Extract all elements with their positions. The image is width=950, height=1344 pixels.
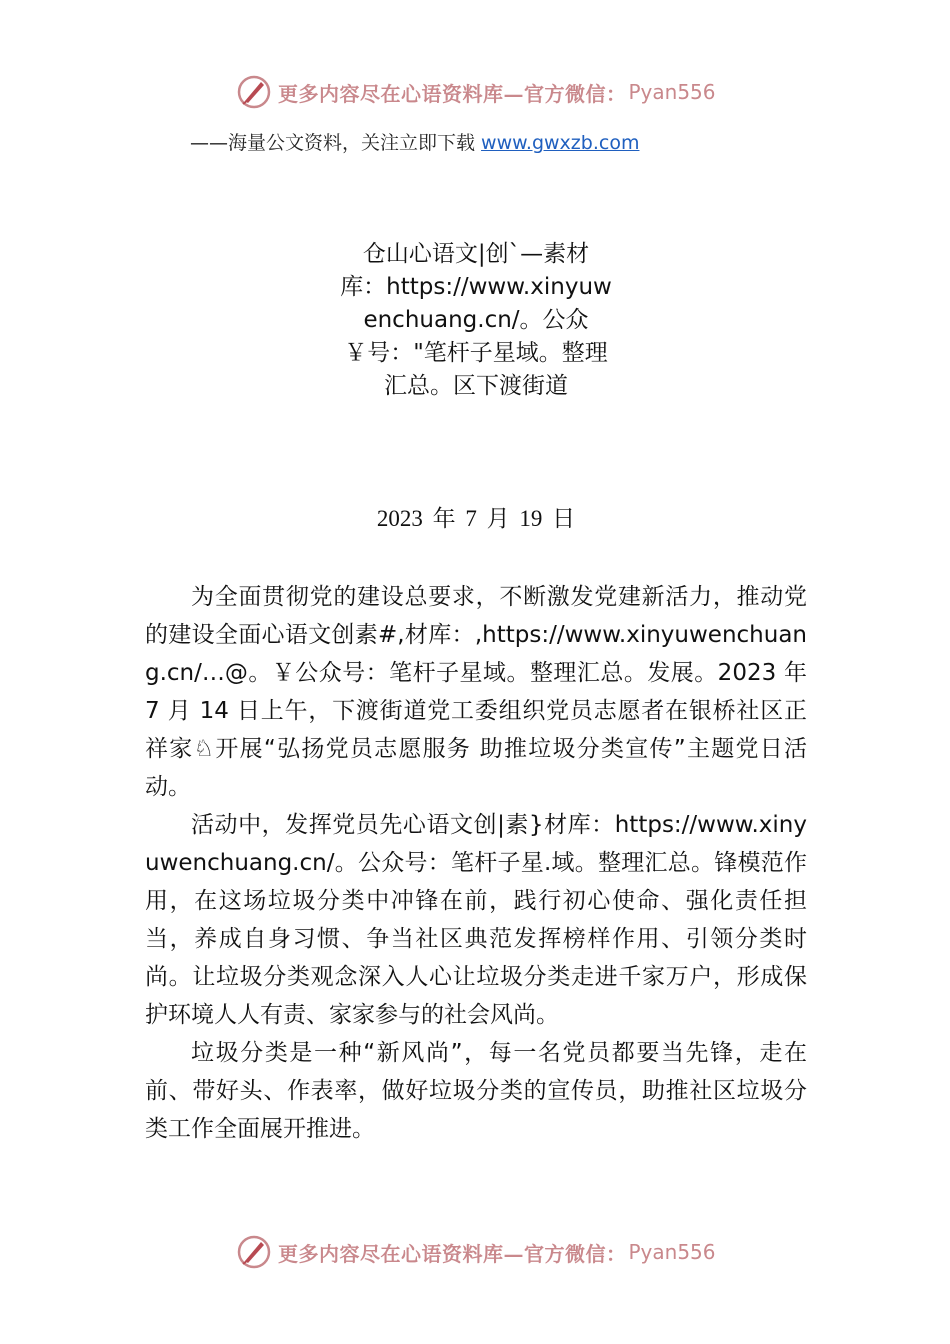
subline-text: ——海量公文资料，关注立即下载	[190, 132, 482, 154]
download-link[interactable]: www.gwxzb.com	[481, 132, 640, 154]
document-title: 仓山心语文|创`—素材库：https://www.xinyuwenchuang.cn/。公众￥号："笔杆子星域。整理汇总。区下渡街道	[340, 241, 612, 399]
banner-wechat-id: Pyan556	[628, 80, 716, 104]
banner-wechat-id: Pyan556	[628, 1240, 716, 1264]
download-subline	[190, 128, 750, 155]
banner-text: 更多内容尽在心语资料库—官方微信：	[278, 1241, 627, 1266]
banner-text: 更多内容尽在心语资料库—官方微信：	[278, 81, 627, 106]
footer-banner	[236, 1232, 756, 1272]
header-banner	[236, 72, 756, 112]
paragraph: 活动中，发挥党员先心语文创|素}材库：https://www.xinyuwenchuang.cn/。公众号：笔杆子星.域。整理汇总。锋模范作用，在这场垃圾分类中冲锋在前，践行初心使命、强化责任担当，养成自身习惯、争当社区典范发挥榜样作用、引领分类时尚。让垃圾分类观念深入人心让垃圾分类走进千家万户，形成保护环境人人有责、家家参与的社会风尚。	[145, 812, 807, 1028]
quill-pen-circle-icon	[236, 74, 272, 110]
paragraph: 垃圾分类是一种“新风尚”，每一名党员都要当先锋，走在前、带好头、作表率，做好垃圾分类的宣传员，助推社区垃圾分类工作全面展开推进。	[145, 1040, 807, 1142]
document-body	[145, 578, 807, 1148]
document-date: 2023 年 7 月 19 日	[376, 506, 576, 531]
quill-pen-circle-icon	[236, 1234, 272, 1270]
paragraph: 为全面贯彻党的建设总要求，不断激发党建新活力，推动党的建设全面心语文创素#,材库：,https://www.xinyuwenchuang.cn/…@。￥公众号：笔杆子星域。整理汇总。发展。2023 年 7 月 14 日上午，下渡街道党工委组织党员志愿者在银桥社区正祥家♘开展“弘扬党员志愿服务 助推垃圾分类宣传”主题党日活动。	[145, 584, 807, 800]
